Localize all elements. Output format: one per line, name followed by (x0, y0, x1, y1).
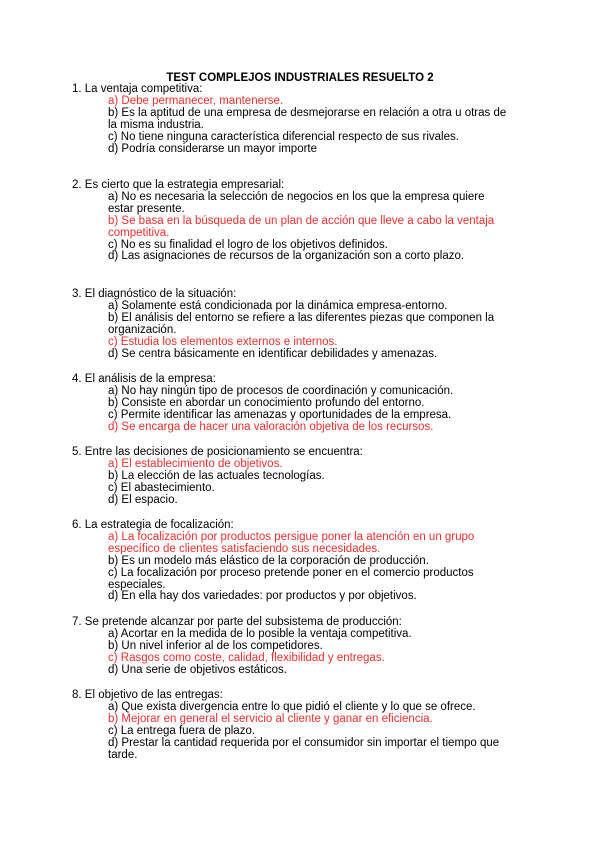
answer-option: a) Debe permanecer, mantenerse. (108, 94, 284, 107)
answer-option: b) Mejorar en general el servicio al cliente y ganar en eficiencia. (108, 712, 433, 725)
answer-option: c) Permite identificar las amenazas y oportunidades de la empresa. (108, 408, 452, 421)
answer-option: c) La focalización por proceso pretende poner en el comercio productos especiales. (108, 566, 474, 591)
answer-option: a) Acortar en la medida de lo posible la ventaja competitiva. (108, 627, 412, 640)
answer-option: a) Solamente está condicionada por la dinámica empresa-entorno. (108, 299, 448, 312)
answer-option: d) Las asignaciones de recursos de la organización son a corto plazo. (108, 250, 465, 263)
answer-option: c) No tiene ninguna característica diferencial respecto de sus rivales. (108, 130, 459, 143)
answer-option: d) Una serie de objetivos estáticos. (108, 663, 287, 676)
question-text: 6. La estrategia de focalización: (72, 519, 234, 531)
question-block (72, 447, 532, 507)
answer-option: d) En ella hay dos variedades: por productos y por objetivos. (108, 590, 417, 603)
answer-option: a) El establecimiento de objetivos. (108, 457, 283, 470)
question-text: 4. El análisis de la empresa: (72, 373, 216, 385)
answer-option: d) Se centra básicamente en identificar debilidades y amenazas. (108, 347, 438, 360)
answer-option: c) Estudia los elementos externos e internos. (108, 335, 338, 348)
answer-option: b) Consiste en abordar un conocimiento profundo del entorno. (108, 396, 425, 409)
question-block (72, 289, 532, 360)
answer-option: b) Es un modelo más elástico de la corporación de producción. (108, 554, 429, 567)
answer-option: c) El abastecimiento. (108, 481, 215, 494)
answer-option: b) Es la aptitud de una empresa de desmejorarse en relación a otra u otras de la misma industria. (108, 106, 507, 131)
answer-option: a) La focalización por productos persigue poner la atención en un grupo específico de clientes satisfaciendo sus necesidades. (108, 530, 475, 555)
answer-option: a) No es necesaria la selección de negocios en los que la empresa quiere estar presente. (108, 190, 485, 215)
question-text: 2. Es cierto que la estrategia empresarial: (72, 179, 285, 191)
answer-option: c) No es su finalidad el logro de los objetivos definidos. (108, 238, 388, 251)
answer-option: a) Que exista divergencia entre lo que pidió el cliente y lo que se ofrece. (108, 700, 476, 713)
question-text: 8. El objetivo de las entregas: (72, 689, 223, 701)
question-text: 1. La ventaja competitiva: (72, 83, 203, 95)
question-block (72, 617, 532, 677)
answer-option: d) Podría considerarse un mayor importe (108, 142, 318, 155)
question-block (72, 374, 532, 434)
question-block (72, 520, 532, 603)
question-text: 3. El diagnóstico de la situación: (72, 288, 237, 300)
question-text: 7. Se pretende alcanzar por parte del subsistema de producción: (72, 616, 402, 628)
answer-option: d) El espacio. (108, 493, 178, 506)
answer-option: b) La elección de las actuales tecnologías. (108, 469, 325, 482)
answer-option: d) Prestar la cantidad requerida por el consumidor sin importar el tiempo que tarde. (108, 736, 500, 761)
question-block (72, 180, 532, 263)
answer-option: b) Un nivel inferior al de los competidores. (108, 639, 323, 652)
answer-option: c) Rasgos como coste, calidad, flexibilidad y entregas. (108, 651, 385, 664)
question-text: 5. Entre las decisiones de posicionamiento se encuentra: (72, 446, 363, 458)
answer-option: b) El análisis del entorno se refiere a las diferentes piezas que componen la organización. (108, 311, 495, 336)
question-block (72, 690, 532, 761)
question-block (72, 84, 532, 155)
answer-option: b) Se basa en la búsqueda de un plan de acción que lleve a cabo la ventaja competitiva. (108, 214, 495, 239)
document-title: TEST COMPLEJOS INDUSTRIALES RESUELTO 2 (166, 72, 434, 84)
answer-option: a) No hay ningún tipo de procesos de coordinación y comunicación. (108, 384, 454, 397)
answer-option: c) La entrega fuera de plazo. (108, 724, 256, 737)
answer-option: d) Se encarga de hacer una valoración objetiva de los recursos. (108, 420, 434, 433)
